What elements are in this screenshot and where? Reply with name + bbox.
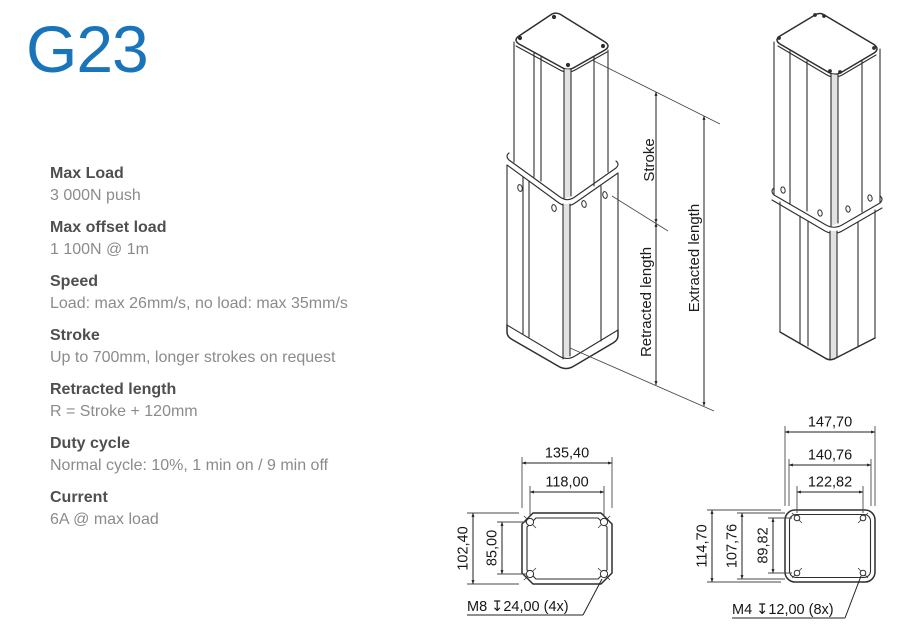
spec-label: Speed <box>50 273 99 290</box>
dim-outer-width: 135,40 <box>544 445 590 462</box>
spec-label: Stroke <box>50 327 100 344</box>
mounting-hole <box>551 204 557 212</box>
spec-label: Max offset load <box>50 219 167 236</box>
thread-hole <box>526 518 533 525</box>
retracted-length-dim-label: Retracted length <box>638 246 655 358</box>
thread-hole <box>794 570 800 576</box>
spec-item <box>50 379 450 423</box>
dim-inner-height: 107,76 <box>724 523 741 569</box>
mounting-hole <box>845 205 850 212</box>
spec-value: Normal cycle: 10%, 1 min on / 9 min off <box>50 457 329 474</box>
dim-hole-spacing-h: 85,00 <box>484 529 501 567</box>
dim-outer-height: 102,40 <box>455 526 472 571</box>
spec-item <box>50 487 450 531</box>
spec-item <box>50 217 450 261</box>
dim-outer-height: 114,70 <box>694 524 711 568</box>
mounting-hole <box>581 200 587 208</box>
spec-value: 3 000N push <box>50 187 141 204</box>
thread-hole <box>526 570 533 577</box>
cap-screw-icon <box>822 14 826 18</box>
thread-hole <box>860 515 866 521</box>
cap-screw-icon <box>828 69 832 73</box>
small-section-dimensions <box>456 446 613 616</box>
spec-label: Duty cycle <box>50 435 131 452</box>
dim-hole-spacing-h: 89,82 <box>755 527 772 564</box>
cap-screw-icon <box>872 46 876 50</box>
spec-item <box>50 433 450 477</box>
cap-screw-icon <box>777 36 781 40</box>
product-title: G23 <box>26 12 148 86</box>
dim-hole-spacing-w: 122,82 <box>807 474 853 491</box>
dim-inner-width: 140,76 <box>807 447 853 464</box>
thread-hole <box>600 518 607 525</box>
dim-outer-width: 147,70 <box>807 414 853 431</box>
spec-label: Max Load <box>50 165 124 182</box>
cap-screw-icon <box>566 63 570 67</box>
spec-list <box>50 163 450 541</box>
cross-section-small-drawing <box>445 440 650 633</box>
spec-value: 6A @ max load <box>50 511 159 528</box>
spec-item <box>50 163 450 207</box>
mounting-hole <box>780 186 785 193</box>
spec-item <box>50 325 450 369</box>
mounting-hole <box>817 209 822 216</box>
column-retracted <box>772 13 882 360</box>
stroke-dim-label: Stroke <box>641 138 658 182</box>
cross-section-large-drawing <box>685 400 917 633</box>
spec-label: Current <box>50 489 108 506</box>
profile-large <box>785 510 875 582</box>
thread-hole <box>794 515 800 521</box>
spec-value: Load: max 26mm/s, no load: max 35mm/s <box>50 295 348 312</box>
spec-value: Up to 700mm, longer strokes on request <box>50 349 336 366</box>
extracted-length-dim-label: Extracted length <box>686 203 703 313</box>
thread-note-large: M4 ↧12,00 (8x) <box>732 602 834 618</box>
profile-small <box>522 513 612 584</box>
thread-note-small: M8 ↧24,00 (4x) <box>467 599 569 615</box>
extended-dimensions <box>570 60 720 411</box>
mounting-hole <box>867 194 872 201</box>
dim-hole-spacing-w: 118,00 <box>545 474 589 491</box>
thread-hole <box>860 570 866 576</box>
spec-label: Retracted length <box>50 381 177 398</box>
mounting-hole <box>517 184 523 192</box>
retracted-column-drawing <box>755 5 917 395</box>
cap-screw-icon <box>518 36 522 40</box>
mounting-hole <box>602 191 608 199</box>
cap-screw-icon <box>838 70 842 74</box>
spec-item <box>50 271 450 315</box>
column-extended <box>507 13 618 368</box>
extended-column-drawing <box>455 5 740 430</box>
thread-hole <box>600 570 607 577</box>
large-section-dimensions <box>695 415 876 619</box>
cap-screw-icon <box>813 13 817 17</box>
cap-screw-icon <box>552 15 556 19</box>
spec-value: R = Stroke + 120mm <box>50 403 198 420</box>
spec-value: 1 100N @ 1m <box>50 241 149 258</box>
cap-screw-icon <box>601 44 605 48</box>
